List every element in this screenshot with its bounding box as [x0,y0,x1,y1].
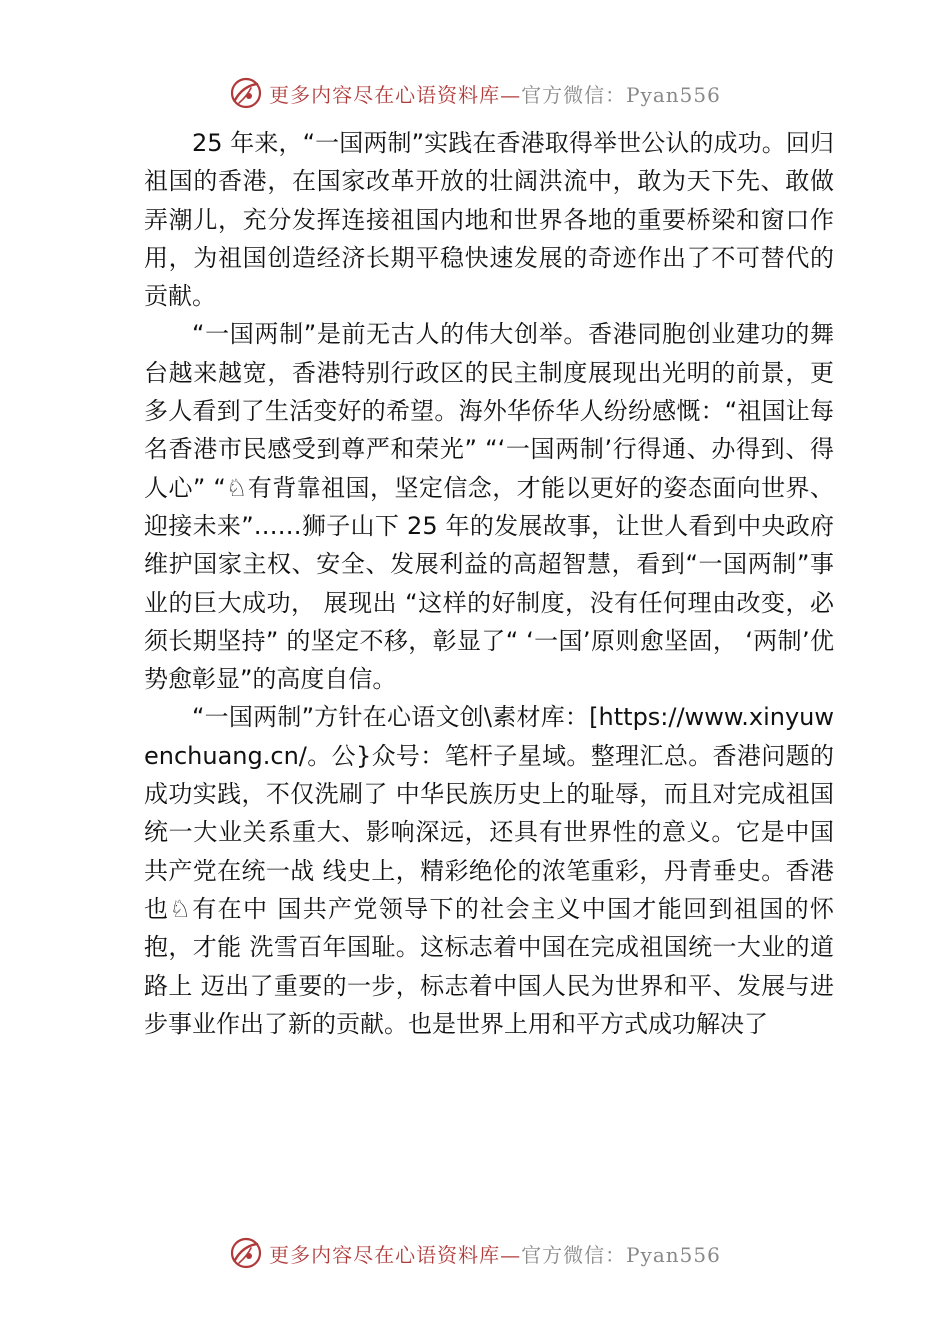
header-banner-wechat: 官方微信： [521,82,627,107]
library-logo-icon [229,76,263,110]
header-banner-id: Pyan556 [626,82,721,107]
footer-banner [0,1233,950,1273]
footer-banner-wechat: 官方微信： [521,1242,627,1267]
document-body [144,124,834,1043]
header-banner-main: 更多内容尽在心语资料库— [269,82,522,107]
header-banner-text [269,79,721,108]
library-logo-icon [229,1236,263,1270]
header-banner [0,73,950,113]
footer-banner-id: Pyan556 [626,1242,721,1267]
footer-banner-main: 更多内容尽在心语资料库— [269,1242,522,1267]
paragraph-3: “一国两制”方针在心语文创\素材库：[https://www.xinyuwenchuang.cn/。公}众号：笔杆子星域。整理汇总。香港问题的成功实践，不仅洗刷了 中华民族历史上的耻辱，而且对完成祖国统一大业关系重大、影响深远，还具有世界性的意义。它是中国共产党在统一战 线史上，精彩绝伦的浓笔重彩，丹青垂史。香港也♘有在中 国共产党领导下的社会主义中国才能回到祖国的怀抱，才能 洗雪百年国耻。这标志着中国在完成祖国统一大业的道路上 迈出了重要的一步，标志着中国人民为世界和平、发展与进 步事业作出了新的贡献。也是世界上用和平方式成功解决了 [144,703,834,1038]
paragraph-1: 25 年来，“一国两制”实践在香港取得举世公认的成功。回归祖国的香港，在国家改革开放的壮阔洪流中，敢为天下先、敢做弄潮儿，充分发挥连接祖国内地和世界各地的重要桥梁和窗口作用，为祖国创造经济长期平稳快速发展的奇迹作出了不可替代的贡献。 [144,129,834,311]
footer-banner-text [269,1239,721,1268]
paragraph-2: “一国两制”是前无古人的伟大创举。香港同胞创业建功的舞台越来越宽，香港特别行政区的民主制度展现出光明的前景，更多人看到了生活变好的希望。海外华侨华人纷纷感慨：“祖国让每名香港市民感受到尊严和荣光” “‘一国两制’行得通、办得到、得人心” “♘有背靠祖国，坚定信念，才能以更好的姿态面向世界、迎接未来”……狮子山下 25 年的发展故事，让世人看到中央政府维护国家主权、安全、发展利益的高超智慧，看到“一国两制”事业的巨大成功， 展现出 “这样的好制度，没有任何理由改变，必须长期坚持” 的坚定不移，彰显了“ ‘一国’原则愈坚固， ‘两制’优势愈彰显”的高度自信。 [144,320,834,694]
